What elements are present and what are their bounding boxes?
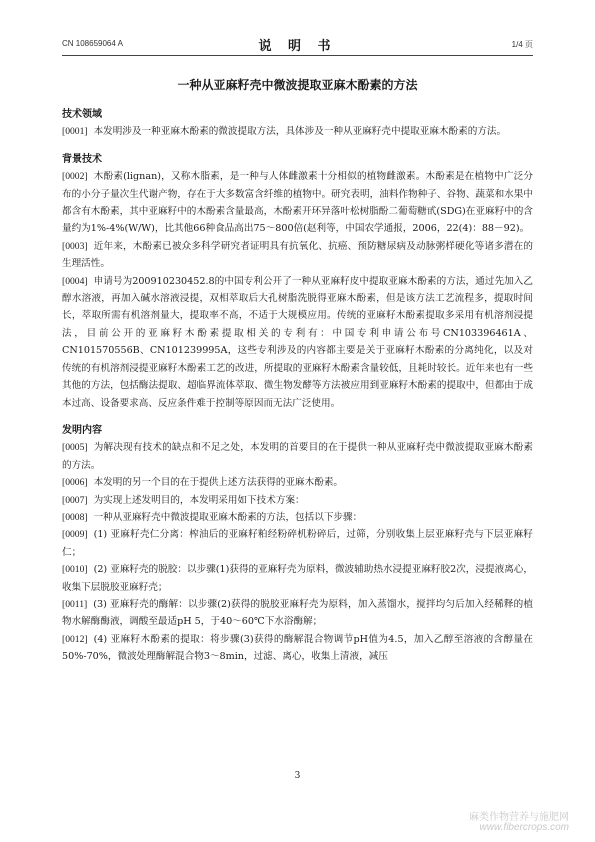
paragraph-number: [0010] xyxy=(62,564,88,576)
section-heading: 发明内容 xyxy=(62,424,102,436)
paragraph-text: 为实现上述发明目的，本发明采用如下技术方案： xyxy=(93,494,305,506)
paragraph-number: [0004] xyxy=(62,275,88,287)
paragraph xyxy=(62,168,533,238)
paragraph-text: (3) 亚麻籽壳的酶解：以步骤(2)获得的脱胶亚麻籽壳为原料，加入蒸馏水，搅拌均匀后加入经稀释的植物水解酶酶液，调酸至最适pH 5，于40～60℃下水浴酶解； xyxy=(62,598,533,628)
paragraph xyxy=(62,273,533,412)
paragraph-text: 申请号为200910230452.8的中国专利公开了一种从亚麻籽皮中提取亚麻木酚素的方法，通过先加入乙醇水溶液，再加入碱水溶液浸提，双相萃取后大孔树脂洗脱得亚麻木酚素，但是该方法工艺流程多，提取时间长，萃取所需有机溶剂量大，提取率不高，不适于大规模应用。传统的亚麻籽木酚素提取多采用有机溶剂浸提法，目前公开的亚麻籽木酚素提取相关的专利有：中国专利申请公布号CN103396461A、CN101570556B、CN101239995A，这些专利涉及的内容都主要是关于亚麻籽木酚素的分离纯化，以及对传统的有机溶剂浸提亚麻籽木酚素工艺的改进，所提取的亚麻籽木酚素含量较低，且耗时较长。近年来也有一些其他的方法，包括酶法提取、超临界流体萃取、微生物发酵等方法被应用到亚麻籽木酚素的提取中，但都由于成本过高、设备要求高、反应条件难于控制等原因而无法广泛使用。 xyxy=(62,275,533,409)
paragraph-text: (1) 亚麻籽壳仁分离：榨油后的亚麻籽粕经粉碎机粉碎后，过筛，分别收集上层亚麻籽壳与下层亚麻籽仁； xyxy=(62,529,533,558)
paragraph-number: [0007] xyxy=(62,494,88,506)
paragraph-number: [0011] xyxy=(62,598,88,610)
paragraph-number: [0006] xyxy=(62,477,88,489)
paragraph xyxy=(62,123,533,140)
paragraph xyxy=(62,596,533,631)
watermark-url: www.fibercrops.com xyxy=(479,822,569,833)
section-heading: 背景技术 xyxy=(62,153,102,165)
page-info: 1/4 页 xyxy=(511,40,533,49)
paragraph-number: [0001] xyxy=(62,126,88,138)
page-number: 3 xyxy=(294,771,301,781)
paragraph-text: 一种从亚麻籽壳中微波提取亚麻木酚素的方法，包括以下步骤： xyxy=(93,511,363,523)
paragraph xyxy=(62,439,533,474)
paragraph xyxy=(62,474,533,491)
page-header xyxy=(62,35,533,53)
paragraph-text: (2) 亚麻籽壳的脱胶：以步骤(1)获得的亚麻籽壳为原料，微波辅助热水浸提亚麻籽胶2次，浸提液离心，收集下层脱胶亚麻籽壳； xyxy=(62,564,533,593)
paragraph-number: [0003] xyxy=(62,240,88,252)
paragraph xyxy=(62,526,533,561)
paragraph-text: (4) 亚麻籽木酚素的提取：将步骤(3)获得的酶解混合物调节pH值为4.5，加入乙醇至溶液的含醇量在50%-70%，微波处理酶解混合物3～8min，过滤、离心，收集上清液，减压 xyxy=(62,633,533,663)
paragraph-number: [0002] xyxy=(62,171,88,183)
header-divider xyxy=(62,55,533,56)
paragraph xyxy=(62,631,533,666)
paragraph-number: [0012] xyxy=(62,633,88,645)
watermark-text: 麻类作物营养与施肥网 xyxy=(469,812,569,823)
doc-number: CN 108659064 A xyxy=(62,39,123,48)
paragraph-text: 木酚素(lignan)，又称木脂素，是一种与人体雌激素十分相似的植物雌激素。木酚素是在植物中广泛分布的小分子量次生代谢产物，存在于大多数富含纤维的植物中。研究表明，油料作物种子、谷物、蔬菜和水果中都含有木酚素，其中亚麻籽中的木酚素含量最高，木酚素开环异落叶松树脂酚二葡萄糖甙(SDG)在亚麻籽中的含量约为1%-4%(W/W)，比其他66种食品高出75～800倍(赵利等，中国农学通报，2006，22(4)：88－92)。 xyxy=(62,171,533,235)
doc-type-title: 说 明 书 xyxy=(258,39,337,54)
paragraph xyxy=(62,561,533,596)
paragraph-text: 为解决现有技术的缺点和不足之处，本发明的首要目的在于提供一种从亚麻籽壳中微波提取亚麻木酚素的方法。 xyxy=(62,442,533,471)
paragraph-number: [0009] xyxy=(62,529,88,541)
paragraph-text: 近年来，木酚素已被众多科学研究者证明具有抗氧化、抗癌、预防糖尿病及动脉粥样硬化等诸多潜在的生理活性。 xyxy=(62,240,533,270)
paragraph-number: [0005] xyxy=(62,442,88,454)
patent-title: 一种从亚麻籽壳中微波提取亚麻木酚素的方法 xyxy=(177,78,418,92)
paragraph-text: 本发明涉及一种亚麻木酚素的微波提取方法，具体涉及一种从亚麻籽壳中提取亚麻木酚素的方法。 xyxy=(93,126,507,138)
paragraph-number: [0008] xyxy=(62,511,88,523)
paragraph-text: 本发明的另一个目的在于提供上述方法获得的亚麻木酚素。 xyxy=(93,477,344,489)
paragraph xyxy=(62,238,533,273)
section-heading: 技术领域 xyxy=(62,109,102,120)
document-body xyxy=(62,106,533,666)
paragraph xyxy=(62,492,533,509)
paragraph xyxy=(62,509,533,526)
